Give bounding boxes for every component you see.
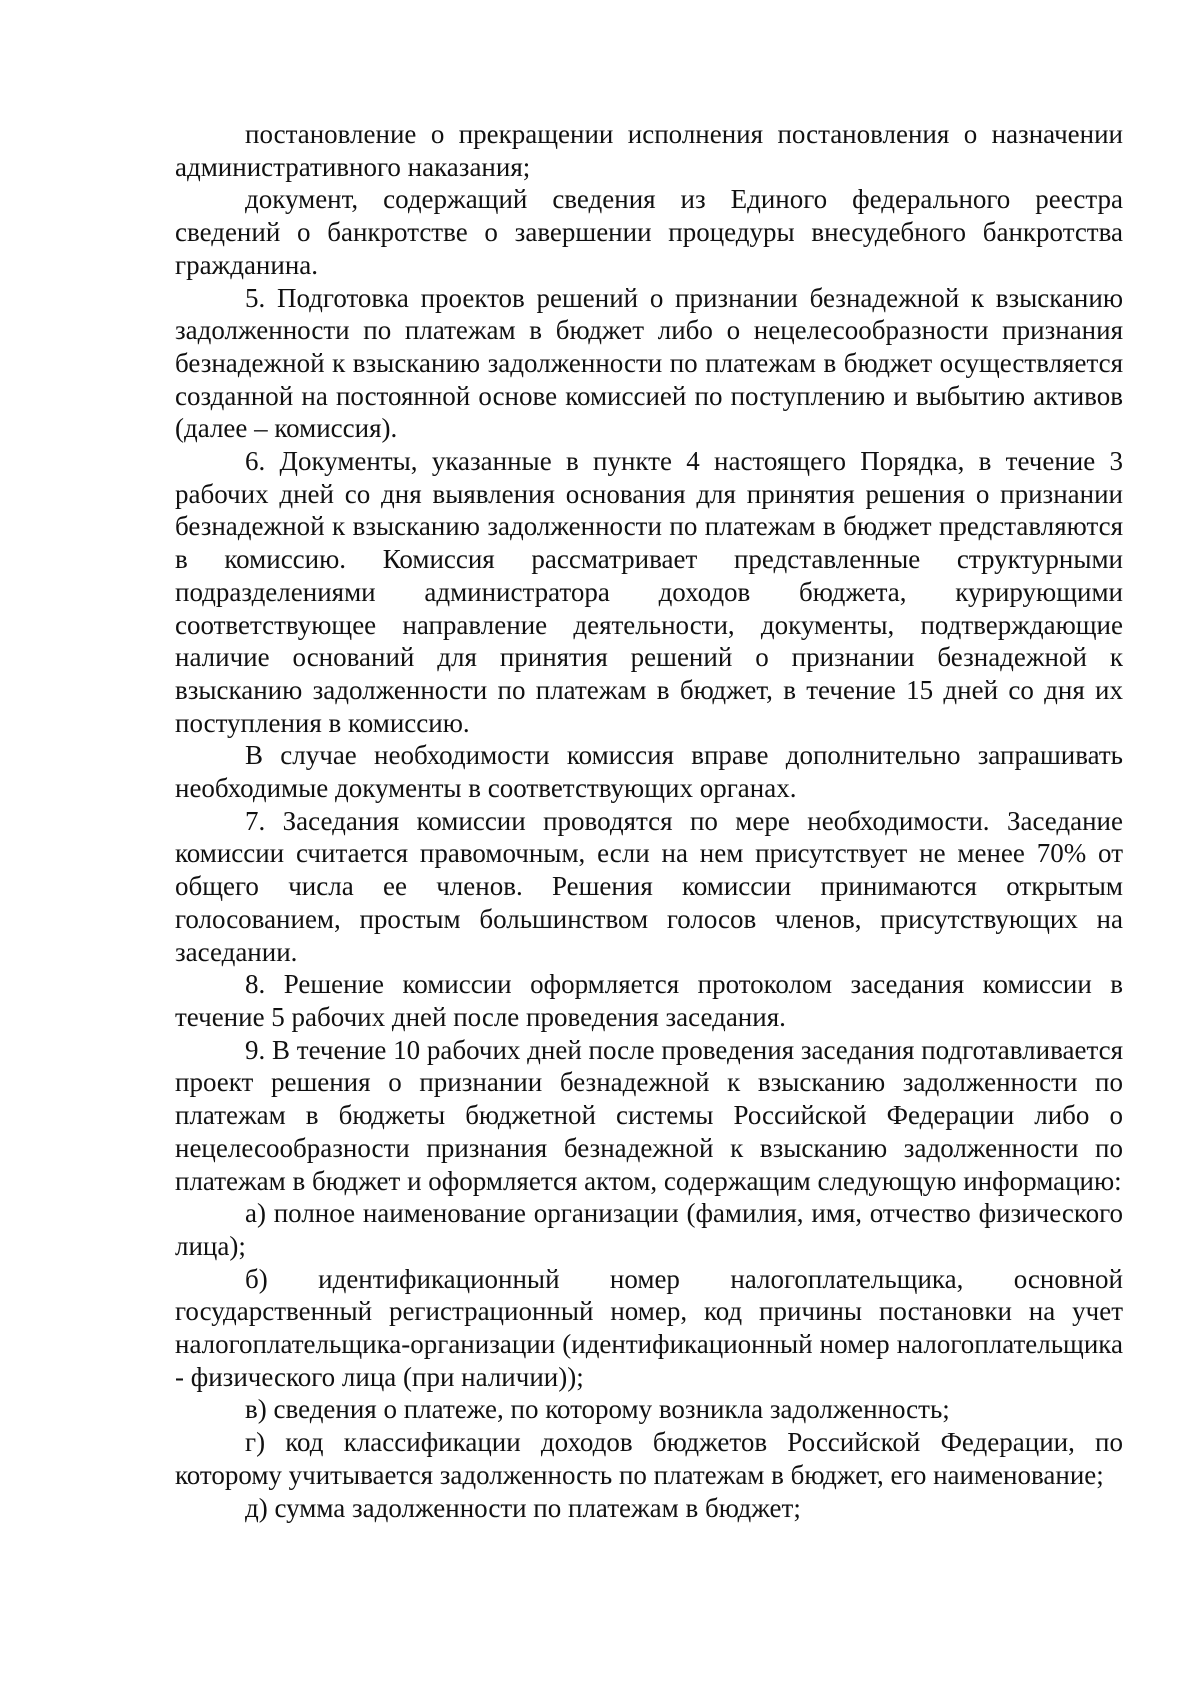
paragraph-subitem-v: в) сведения о платеже, по которому возникла задолженность; xyxy=(245,1394,950,1425)
paragraph-additional-request: В случае необходимости комиссия вправе дополнительно запрашивать необходимые документы в соответствующих органах. xyxy=(175,740,1123,804)
paragraph-bankruptcy-registry: документ, содержащий сведения из Единого федерального реестра сведений о банкротстве о завершении процедуры внесудебного банкротства гражданина. xyxy=(175,184,1123,280)
paragraph-termination-resolution: постановление о прекращении исполнения постановления о назначении административного наказания; xyxy=(175,119,1123,182)
paragraph-subitem-b: б) идентификационный номер налогоплательщика, основной государственный регистрационный номер, код причины постановки на учет налогоплательщика-организации (идентификационный номер налогоплательщика - физического лица (при наличии)); xyxy=(175,1263,1123,1392)
paragraph-item-9: 9. В течение 10 рабочих дней после проведения заседания подготавливается проект решения о признании безнадежной к взысканию задолженности по платежам в бюджеты бюджетной системы Российской Федерации либо о нецелесообразности признания безнадежной к взысканию задолженности по платежам в бюджет и оформляется актом, содержащим следующую информацию: xyxy=(175,1034,1123,1196)
paragraph-item-7: 7. Заседания комиссии проводятся по мере необходимости. Заседание комиссии считается правомочным, если на нем присутствует не менее 70% от общего числа ее членов. Решения комиссии принимаются открытым голосованием, простым большинством голосов членов, присутствующих на заседании. xyxy=(175,805,1123,967)
paragraph-subitem-a: а) полное наименование организации (фамилия, имя, отчество физического лица); xyxy=(175,1198,1123,1261)
paragraph-item-5: 5. Подготовка проектов решений о признании безнадежной к взысканию задолженности по платежам в бюджет либо о нецелесообразности признания безнадежной к взысканию задолженности по платежам в бюджет осуществляется созданной на постоянной основе комиссией по поступлению и выбытию активов (далее – комиссия). xyxy=(175,282,1123,444)
document-body xyxy=(175,118,1123,1524)
paragraph-item-8: 8. Решение комиссии оформляется протоколом заседания комиссии в течение 5 рабочих дней после проведения заседания. xyxy=(175,969,1123,1032)
paragraph-item-6: 6. Документы, указанные в пункте 4 настоящего Порядка, в течение 3 рабочих дней со дня выявления основания для принятия решения о признании безнадежной к взысканию задолженности по платежам в бюджет представляются в комиссию. Комиссия рассматривает представленные структурными подразделениями администратора доходов бюджета, курирующими соответствующее направление деятельности, документы, подтверждающие наличие оснований для принятия решений о признании безнадежной к взысканию задолженности по платежам в бюджет, в течение 15 дней со дня их поступления в комиссию. xyxy=(175,446,1123,738)
paragraph-subitem-g: г) код классификации доходов бюджетов Российской Федерации, по которому учитывается задолженность по платежам в бюджет, его наименование; xyxy=(175,1427,1123,1490)
paragraph-subitem-d: д) сумма задолженности по платежам в бюджет; xyxy=(245,1492,801,1523)
